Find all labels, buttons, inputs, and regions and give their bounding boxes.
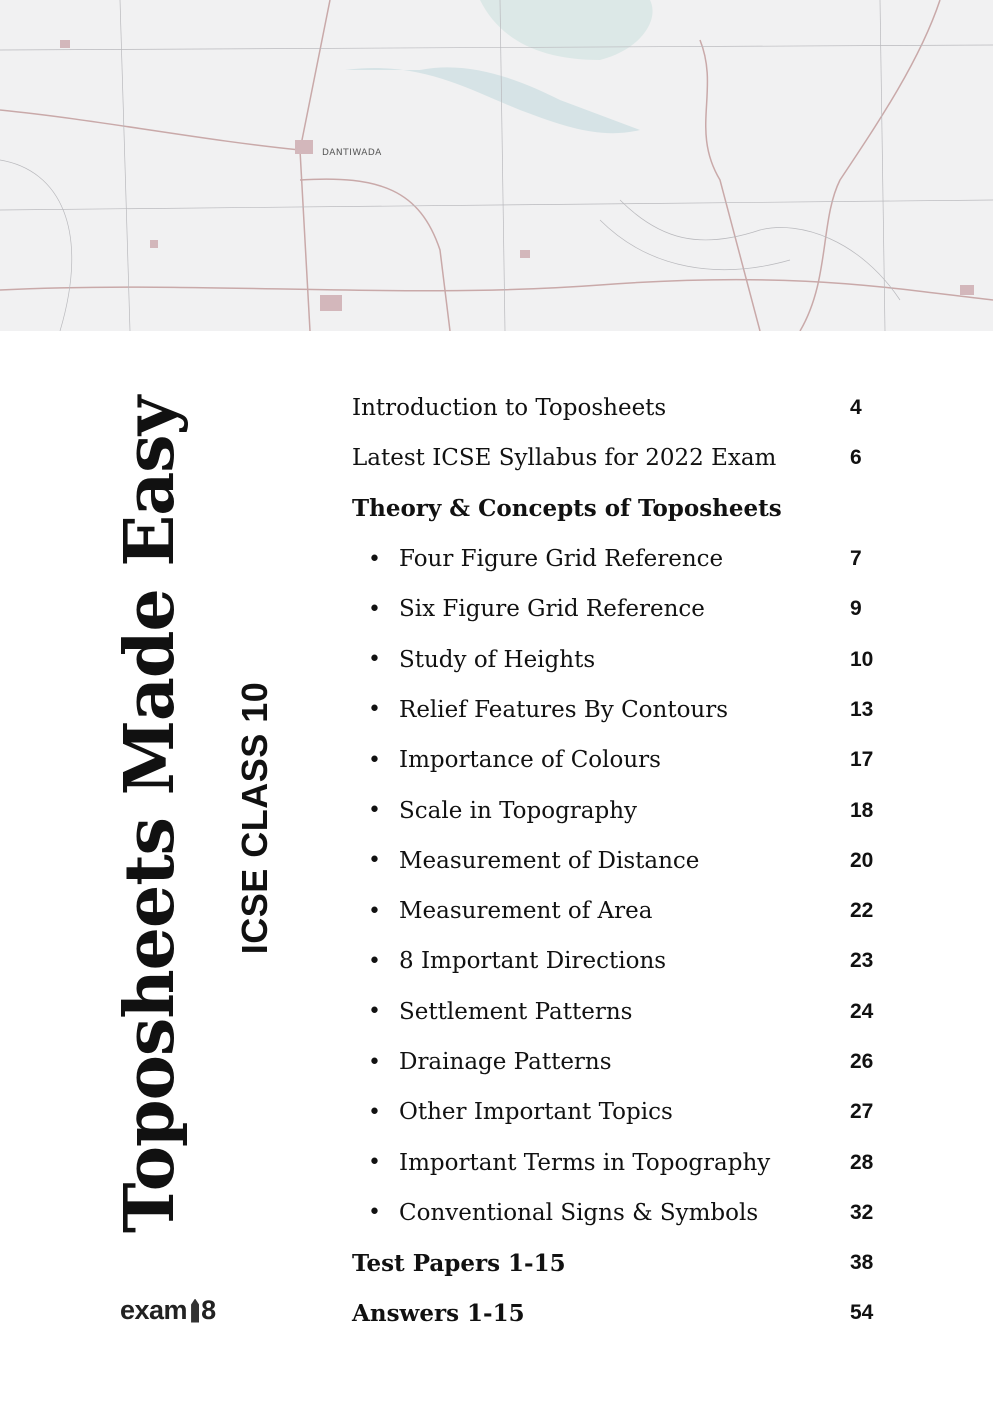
toc-page-number: 54 — [850, 1301, 874, 1325]
bullet-icon: • — [368, 898, 381, 924]
logo-number: 8 — [201, 1295, 216, 1325]
table-of-contents — [352, 383, 912, 1339]
toc-entry-label: Scale in Topography — [399, 797, 638, 824]
toc-entry[interactable] — [352, 936, 912, 986]
toc-entry[interactable] — [352, 534, 912, 584]
toc-entry[interactable] — [352, 886, 912, 936]
toc-entry-label: Settlement Patterns — [399, 998, 633, 1025]
toc-entry-label: Test Papers 1-15 — [352, 1249, 566, 1277]
toc-entry-label: Latest ICSE Syllabus for 2022 Exam — [352, 445, 777, 472]
toc-page-number: 28 — [850, 1150, 874, 1174]
toc-page-number: 13 — [850, 697, 874, 721]
toc-entry-label: Theory & Concepts of Toposheets — [352, 495, 782, 523]
bullet-icon: • — [368, 647, 381, 673]
bullet-icon: • — [368, 848, 381, 874]
exam18-logo — [120, 1295, 216, 1326]
toc-entry-label: Measurement of Distance — [399, 847, 700, 874]
toc-entry[interactable] — [352, 1238, 912, 1288]
bullet-icon: • — [368, 747, 381, 773]
map-image — [0, 0, 993, 331]
toc-entry-label: Four Figure Grid Reference — [399, 546, 724, 573]
toc-page-number: 24 — [850, 999, 874, 1023]
logo-text: exam — [120, 1295, 188, 1325]
toc-entry[interactable] — [352, 1087, 912, 1137]
bullet-icon: • — [368, 948, 381, 974]
bullet-icon: • — [368, 596, 381, 622]
toc-entry[interactable] — [352, 1188, 912, 1238]
toc-page-number: 10 — [850, 647, 874, 671]
book-subtitle: ICSE CLASS 10 — [234, 681, 275, 955]
toc-entry-label: Drainage Patterns — [399, 1049, 612, 1075]
topographic-map-banner — [0, 0, 993, 331]
bullet-icon: • — [368, 798, 381, 824]
toc-entry-label: Other Important Topics — [399, 1099, 673, 1126]
toc-page-number: 38 — [850, 1251, 874, 1275]
toc-entry[interactable] — [352, 584, 912, 634]
bullet-icon: • — [368, 546, 381, 572]
toc-entry[interactable] — [352, 987, 912, 1037]
bullet-icon: • — [368, 1150, 381, 1176]
toc-entry-label: Importance of Colours — [399, 747, 661, 774]
toc-entry-label: Important Terms in Topography — [399, 1149, 771, 1176]
toc-page-number: 9 — [850, 597, 862, 621]
toc-entry-label: Conventional Signs & Symbols — [399, 1199, 759, 1226]
toc-page-number: 22 — [850, 899, 874, 923]
toc-page-number: 20 — [850, 848, 874, 872]
bullet-icon: • — [368, 1200, 381, 1226]
toc-entry[interactable] — [352, 634, 912, 684]
toc-page-number: 32 — [850, 1200, 874, 1224]
toc-page-number: 6 — [850, 446, 862, 470]
toc-entry[interactable] — [352, 383, 912, 433]
toc-entry[interactable] — [352, 1037, 912, 1087]
bullet-icon: • — [368, 697, 381, 723]
toc-entry[interactable] — [352, 1288, 912, 1338]
toc-entry-label: Six Figure Grid Reference — [399, 596, 705, 623]
bullet-icon: • — [368, 999, 381, 1025]
pencil-icon — [191, 1299, 199, 1323]
toc-entry[interactable] — [352, 433, 912, 483]
toc-entry-label: Measurement of Area — [399, 898, 653, 925]
toc-entry[interactable] — [352, 1137, 912, 1187]
toc-entry[interactable] — [352, 735, 912, 785]
toc-page-number: 23 — [850, 949, 874, 973]
toc-page-number: 17 — [850, 748, 874, 772]
toc-entry[interactable] — [352, 685, 912, 735]
book-title: Toposheets Made Easy — [110, 396, 190, 1234]
bullet-icon: • — [368, 1049, 381, 1075]
toc-page-number: 7 — [850, 547, 862, 571]
toc-entry[interactable] — [352, 484, 912, 534]
bullet-icon: • — [368, 1099, 381, 1125]
toc-entry-label: Study of Heights — [399, 646, 596, 673]
toc-entry[interactable] — [352, 836, 912, 886]
toc-entry[interactable] — [352, 785, 912, 835]
toc-entry-label: 8 Important Directions — [399, 948, 667, 975]
toc-page-number: 18 — [850, 798, 874, 822]
map-place-label: DANTIWADA — [322, 148, 382, 158]
toc-page-number: 4 — [850, 396, 862, 420]
toc-entry-label: Introduction to Toposheets — [352, 395, 667, 422]
toc-page-number: 27 — [850, 1100, 874, 1124]
toc-entry-label: Relief Features By Contours — [399, 696, 729, 723]
toc-entry-label: Answers 1-15 — [352, 1299, 525, 1327]
toc-page-number: 26 — [850, 1050, 874, 1073]
